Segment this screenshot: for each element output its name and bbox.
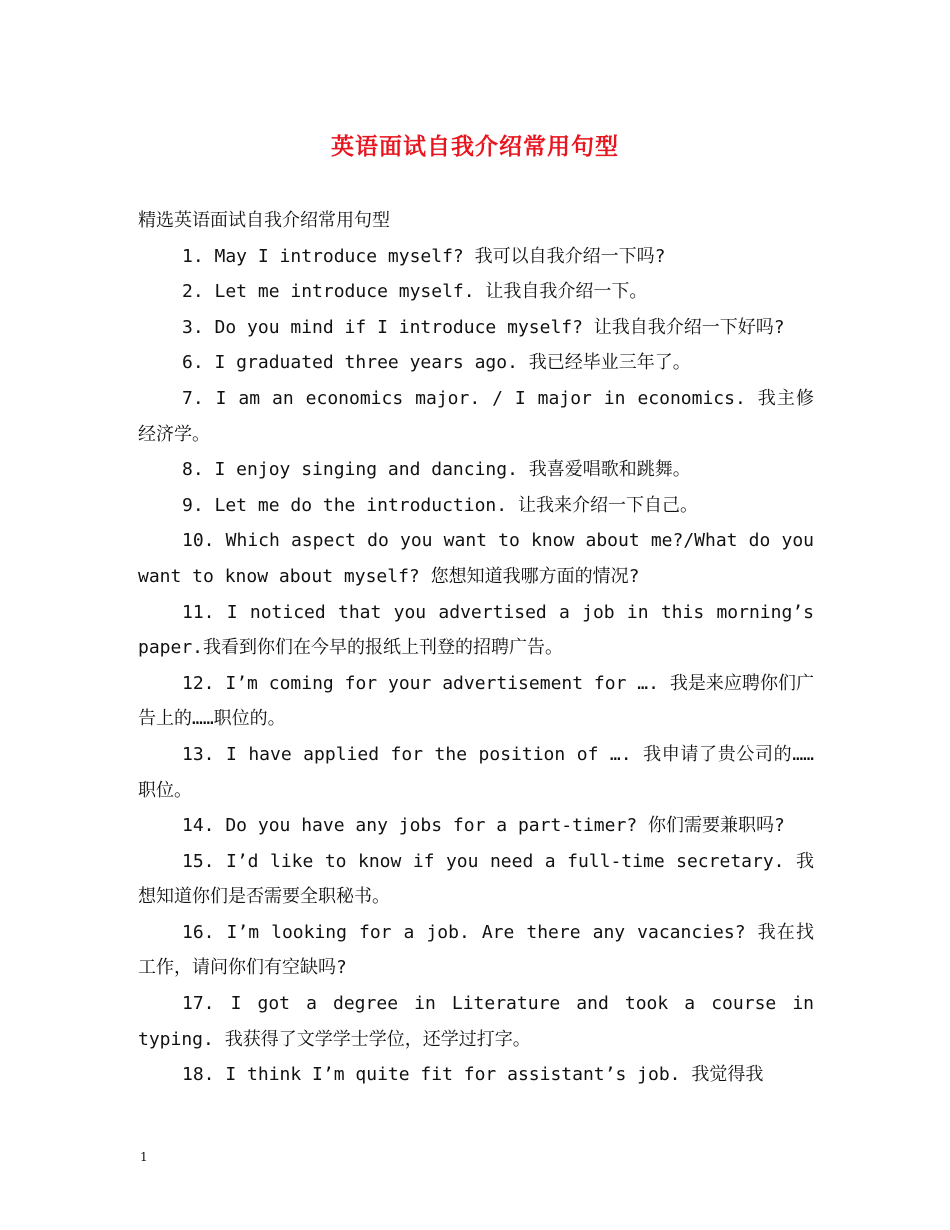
paragraph: 14. Do you have any jobs for a part-timer? 你们需要兼职吗? [182,815,785,837]
paragraph: 9. Let me do the introduction. 让我来介绍一下自己。 [182,494,698,516]
paragraph: 10. Which aspect do you want to know about me?/What do you want to know about myself? 您想知道我哪方面的情况? [138,530,814,587]
paragraph: 7. I am an economics major. / I major in economics. 我主修经济学。 [138,387,814,445]
paragraph: 2. Let me introduce myself. 让我自我介绍一下。 [182,281,648,303]
paragraph: 3. Do you mind if I introduce myself? 让我自我介绍一下好吗? [182,316,785,338]
page-number: 1 [140,1150,148,1164]
paragraph: 11. I noticed that you advertised a job in this morning’s paper.我看到你们在今早的报纸上刊登的招聘广告。 [138,601,814,659]
paragraph: 1. May I introduce myself? 我可以自我介绍一下吗? [182,245,666,267]
paragraph: 17. I got a degree in Literature and took a course in typing. 我获得了文学学士学位，还学过打字。 [138,993,814,1050]
document-subtitle: 精选英语面试自我介绍常用句型 [138,210,390,231]
paragraph: 6. I graduated three years ago. 我已经毕业三年了。 [182,352,691,374]
document-title: 英语面试自我介绍常用句型 [331,133,619,160]
paragraph: 8. I enjoy singing and dancing. 我喜爱唱歌和跳舞。 [182,459,691,481]
document-body [138,203,814,1093]
paragraph: 15. I’d like to know if you need a full-time secretary. 我想知道你们是否需要全职秘书。 [138,850,814,908]
paragraph: 13. I have applied for the position of …. 我申请了贵公司的……职位。 [138,743,814,801]
paragraph: 16. I’m looking for a job. Are there any vacancies? 我在找工作，请问你们有空缺吗? [138,921,814,979]
paragraph: 18. I think I’m quite fit for assistant’s job. 我觉得我 [182,1064,764,1086]
paragraph: 12. I’m coming for your advertisement for …. 我是来应聘你们广告上的……职位的。 [138,672,814,730]
